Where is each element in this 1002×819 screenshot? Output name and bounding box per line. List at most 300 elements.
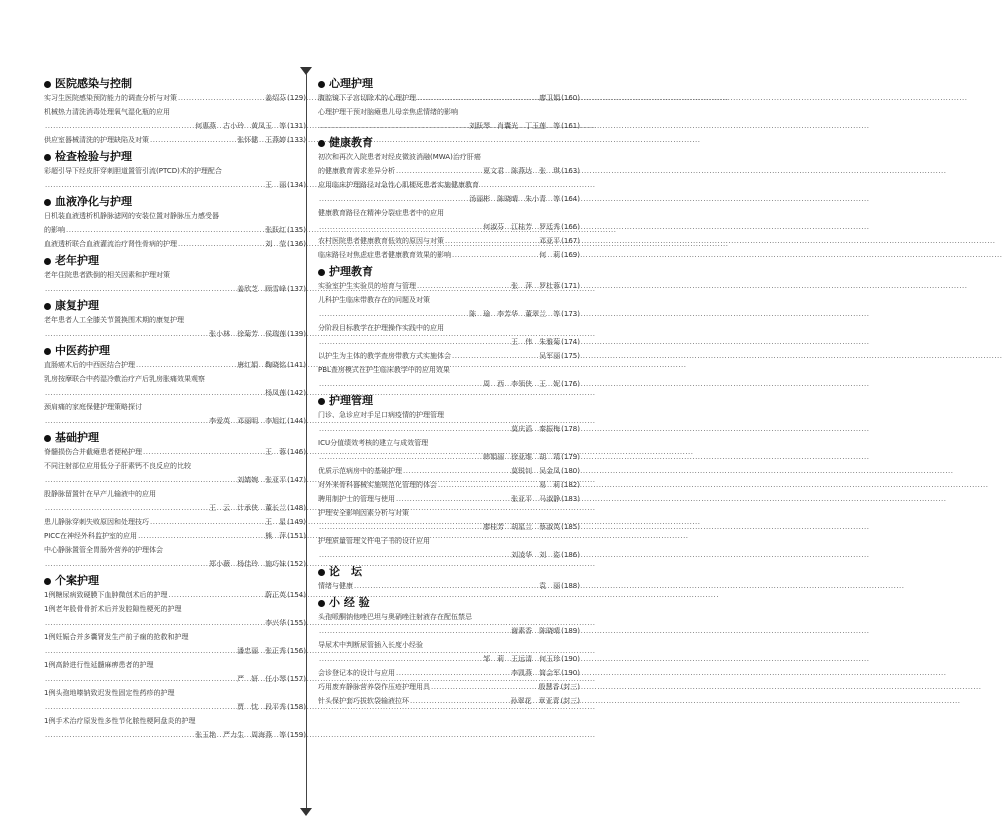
toc-entry-line — [318, 307, 580, 321]
leader-dots — [168, 588, 264, 602]
article-title: 护理质量管理文件电子书的设计应用 — [318, 537, 430, 545]
article-authors: 李兴华 — [265, 619, 287, 627]
toc-entry-line — [44, 630, 306, 644]
toc-entry-line — [44, 327, 306, 341]
toc-entry[interactable] — [318, 206, 580, 234]
article-title: 1例高龄进行性延髓麻痹患者的护理 — [44, 661, 154, 669]
toc-entry[interactable] — [44, 602, 306, 630]
toc-section — [318, 596, 580, 708]
section-heading-text: 检查检验与护理 — [55, 150, 132, 163]
bullet-icon — [44, 199, 51, 206]
article-authors: 何惠燕 古小玲 黄凤玉 等 — [195, 122, 287, 130]
toc-entry[interactable] — [44, 459, 306, 487]
page-number: (137) — [287, 285, 306, 293]
column-divider-arrow-bottom — [300, 808, 312, 816]
article-title: 日机装血液透析机静脉滤网的安装位置对静脉压力感受器 — [44, 212, 219, 220]
toc-entry[interactable] — [318, 150, 580, 178]
toc-entry-line — [44, 728, 306, 742]
toc-entry-line — [318, 652, 580, 666]
toc-entry[interactable] — [44, 133, 306, 147]
article-title: 头孢哌酮钠他唑巴坦与奥硝唑注射液存在配伍禁忌 — [318, 613, 472, 621]
article-authors: 蔚正英 — [265, 591, 287, 599]
leader-dots — [45, 178, 264, 192]
bullet-icon — [44, 348, 51, 355]
toc-entry[interactable] — [318, 478, 580, 492]
toc-entry-line — [318, 666, 580, 680]
toc-right-column — [318, 74, 580, 708]
article-title: ICU分值绩效考核的建立与成效管理 — [318, 439, 429, 447]
bullet-icon — [318, 140, 325, 147]
section-heading — [318, 596, 580, 610]
page-number: (136) — [287, 240, 306, 248]
toc-entry[interactable] — [44, 209, 306, 237]
toc-entry-line — [318, 520, 580, 534]
article-authors: 王 星 — [265, 518, 287, 526]
toc-entry[interactable] — [44, 105, 306, 133]
toc-entry-line — [318, 119, 580, 133]
section-heading — [44, 344, 306, 358]
article-authors: 张小林 徐菊芳 侯瑞莲 — [209, 330, 287, 338]
toc-section — [44, 77, 306, 147]
toc-entry-line — [318, 478, 580, 492]
leader-dots — [143, 445, 264, 459]
toc-entry[interactable] — [318, 464, 580, 478]
article-title: 1例糖尿病致硬膜下血肿微创术后的护理 — [44, 591, 168, 599]
toc-entry-line — [44, 209, 306, 223]
toc-entry[interactable] — [44, 515, 306, 529]
leader-dots — [354, 579, 538, 593]
toc-entry-line — [44, 268, 306, 282]
toc-entry-line — [318, 694, 580, 708]
article-authors: 严 妍 任小琴 — [237, 675, 287, 683]
toc-entry[interactable] — [318, 436, 580, 464]
toc-entry[interactable] — [44, 313, 306, 341]
article-authors: 潘忠丽 张正秀 — [237, 647, 287, 655]
toc-entry-line — [44, 414, 306, 428]
section-heading-text: 中医药护理 — [55, 344, 110, 357]
toc-entry-line — [318, 450, 580, 464]
toc-entry[interactable] — [44, 529, 306, 543]
leader-dots — [45, 700, 236, 714]
toc-entry[interactable] — [318, 91, 580, 105]
leader-dots — [45, 728, 194, 742]
leader-dots — [452, 349, 538, 363]
toc-entry[interactable] — [318, 506, 580, 534]
toc-section — [318, 394, 580, 562]
article-title: 农村医院患者健康教育低效的原因与对策 — [318, 237, 444, 245]
section-heading — [318, 565, 580, 579]
article-authors: 王 伟 朱雅菊 — [511, 338, 561, 346]
section-heading — [44, 431, 306, 445]
toc-entry[interactable] — [318, 105, 580, 133]
article-title: 1例头孢地嗪钠致迟发性固定性药疹的护理 — [44, 689, 175, 697]
leader-dots — [396, 492, 510, 506]
section-heading — [318, 394, 580, 408]
toc-entry[interactable] — [318, 694, 580, 708]
article-title: 针头保护套巧拔软袋输液拉环 — [318, 697, 409, 705]
page-number: (135) — [287, 226, 306, 234]
toc-entry[interactable] — [44, 658, 306, 686]
leader-dots — [431, 680, 538, 694]
toc-entry[interactable] — [44, 588, 306, 602]
bullet-icon — [318, 81, 325, 88]
leader-dots — [410, 694, 510, 708]
toc-entry-line — [318, 408, 580, 422]
page-number: (161) — [561, 122, 580, 130]
article-title: 分阶段目标教学在护理操作实践中的应用 — [318, 324, 444, 332]
page-number: (154) — [287, 591, 306, 599]
toc-entry[interactable] — [44, 164, 306, 192]
leader-dots — [150, 515, 264, 529]
section-heading — [44, 150, 306, 164]
toc-entry[interactable] — [44, 714, 306, 742]
section-heading — [44, 77, 306, 91]
toc-entry[interactable] — [318, 363, 580, 391]
article-title: 护理安全影响因素分析与对策 — [318, 509, 409, 517]
article-authors: 李爱英 邓丽明 李旭红 — [209, 417, 287, 425]
article-title: 老年住院患者跌倒的相关因素和护理对策 — [44, 271, 170, 279]
article-authors: 袁 丽 — [539, 582, 561, 590]
toc-entry-line — [318, 377, 580, 391]
section-heading — [44, 299, 306, 313]
page-number: (160) — [561, 94, 580, 102]
article-authors: 张怀健 王燕婷 — [237, 136, 287, 144]
toc-entry[interactable] — [318, 279, 580, 293]
section-heading-text: 健康教育 — [329, 136, 373, 149]
page-number: (185) — [561, 523, 580, 531]
toc-entry-line — [318, 680, 580, 694]
section-heading — [44, 254, 306, 268]
article-authors: 张玉艳 严力生 周海燕 等 — [195, 731, 287, 739]
article-title: 情绪与健康 — [318, 582, 353, 590]
section-heading — [44, 195, 306, 209]
toc-entry-line — [318, 492, 580, 506]
leader-dots — [417, 279, 510, 293]
section-heading — [318, 265, 580, 279]
toc-entry[interactable] — [318, 293, 580, 321]
toc-entry-line — [44, 672, 306, 686]
page-number: (封三) — [560, 683, 580, 691]
article-authors: 刘凌华 刘 姿 — [511, 551, 561, 559]
leader-dots — [319, 624, 510, 638]
article-authors: 吴军丽 — [539, 352, 561, 360]
leader-dots — [319, 192, 468, 206]
page-number: (163) — [561, 167, 580, 175]
article-title: 导尿术中判断尿管插入长度小经验 — [318, 641, 423, 649]
toc-entry[interactable] — [318, 321, 580, 349]
article-title: 健康教育路径在精神分裂症患者中的应用 — [318, 209, 444, 217]
article-title: 的健康教育需求差异分析 — [318, 167, 395, 175]
toc-entry-line — [318, 349, 580, 363]
toc-entry-line — [318, 234, 580, 248]
toc-entry-line — [44, 557, 306, 571]
leader-dots — [45, 414, 208, 428]
leader-dots — [396, 666, 510, 680]
bullet-icon — [318, 600, 325, 607]
article-title: 聘用制护士的管理与使用 — [318, 495, 395, 503]
leader-dots — [45, 616, 264, 630]
section-heading — [318, 136, 580, 150]
leader-dots — [319, 450, 482, 464]
toc-entry[interactable] — [318, 610, 580, 638]
toc-entry-line — [318, 579, 580, 593]
toc-entry-line — [318, 363, 580, 377]
article-title: 股静脉留置针在早产儿输液中的应用 — [44, 490, 156, 498]
article-authors: 姜欣芝 顾雪峰 — [237, 285, 287, 293]
toc-section — [44, 299, 306, 341]
bullet-icon — [318, 269, 325, 276]
page-number: (158) — [287, 703, 306, 711]
article-title: 以护生为主体的教学查房带教方式实施体会 — [318, 352, 451, 360]
toc-entry-line — [44, 700, 306, 714]
toc-entry-line — [44, 400, 306, 414]
leader-dots — [319, 220, 482, 234]
toc-entry[interactable] — [44, 237, 306, 251]
toc-entry-line — [44, 644, 306, 658]
toc-entry-line — [318, 422, 580, 436]
toc-entry-line — [44, 282, 306, 296]
article-authors: 贾 忱 段平秀 — [237, 703, 287, 711]
article-authors: 莫庆滔 秦振梅 — [511, 425, 561, 433]
toc-entry[interactable] — [318, 492, 580, 506]
article-authors: 何 莉 — [539, 251, 561, 259]
article-title: 直肠癌术后的中西医结合护理 — [44, 361, 135, 369]
toc-entry-line — [44, 714, 306, 728]
article-title: 初次和再次入院患者对经皮微波消融(MWA)治疗肝癌 — [318, 153, 481, 161]
page-number: (152) — [287, 560, 306, 568]
article-authors: 易 莉 — [539, 481, 561, 489]
page-number: (139) — [287, 330, 306, 338]
article-title: 应用临床护理路径对急性心肌梗死患者实施健康教育 — [318, 181, 479, 189]
toc-entry-line — [44, 372, 306, 386]
article-authors: 何淑芬 江桂芳 罗廷秀 — [483, 223, 561, 231]
article-title: 乳房按摩联合中药湿冷敷治疗产后乳房胀痛效果观察 — [44, 375, 205, 383]
page-number: (179) — [561, 453, 580, 461]
toc-entry[interactable] — [318, 666, 580, 680]
page-number: (144) — [287, 417, 306, 425]
toc-entry[interactable] — [318, 248, 580, 262]
leader-dots — [319, 307, 468, 321]
page-number: (133) — [287, 136, 306, 144]
page-number: (131) — [287, 122, 306, 130]
leader-dots — [178, 91, 264, 105]
toc-entry[interactable] — [44, 686, 306, 714]
toc-entry-line — [318, 206, 580, 220]
leader-dots — [150, 133, 236, 147]
toc-entry-line — [44, 487, 306, 501]
toc-entry[interactable] — [44, 358, 306, 372]
article-title: 血液透析联合血液灌流治疗肾性骨病的护理 — [44, 240, 177, 248]
page-number: (142) — [287, 389, 306, 397]
article-title: 1例妊娠合并多囊肾发生产前子痫的抢救和护理 — [44, 633, 189, 641]
toc-entry-line — [44, 658, 306, 672]
toc-entry-line — [318, 335, 580, 349]
article-title: 腹腔镜下子宫切除术的心理护理 — [318, 94, 416, 102]
toc-entry-line — [44, 602, 306, 616]
article-authors: 王 丽 — [265, 181, 287, 189]
page-number: (186) — [561, 551, 580, 559]
leader-dots — [45, 473, 236, 487]
article-authors: 王 蓉 — [265, 448, 287, 456]
article-title: 患儿静脉穿刺失败原因和处理技巧 — [44, 518, 149, 526]
article-title: 儿科护生临床带教存在的问题及对策 — [318, 296, 430, 304]
page-number: (169) — [561, 251, 580, 259]
toc-entry-line — [44, 543, 306, 557]
toc-entry[interactable] — [318, 534, 580, 562]
article-authors: 夏文君 陈燕达 张 琪 — [483, 167, 561, 175]
leader-dots — [45, 501, 208, 515]
toc-entry-line — [44, 237, 306, 251]
article-title: 彩超引导下经皮肝穿刺胆道置管引流(PTCD)术的护理配合 — [44, 167, 222, 175]
toc-entry-line — [318, 610, 580, 624]
page-number: (182) — [561, 481, 580, 489]
page-number: (155) — [287, 619, 306, 627]
toc-entry-line — [44, 686, 306, 700]
leader-dots — [45, 327, 208, 341]
toc-entry[interactable] — [318, 408, 580, 436]
page-number: (166) — [561, 223, 580, 231]
section-heading-text: 血液净化与护理 — [55, 195, 132, 208]
toc-entry[interactable] — [44, 268, 306, 296]
article-authors: 廖卫娟 — [539, 94, 561, 102]
page-number: (190) — [561, 655, 580, 663]
leader-dots — [319, 548, 510, 562]
toc-entry-line — [318, 164, 580, 178]
article-title: 心理护理干预对脑瘫患儿母亲焦虑情绪的影响 — [318, 108, 458, 116]
toc-section — [318, 565, 580, 593]
toc-entry-line — [318, 436, 580, 450]
article-authors: 陈 瑜 李芳华 董翠兰 等 — [469, 310, 561, 318]
toc-entry[interactable] — [44, 445, 306, 459]
bullet-icon — [318, 398, 325, 405]
toc-entry[interactable] — [318, 234, 580, 248]
article-authors: 郑小薇 杨佳玲 施巧妹 — [209, 560, 287, 568]
leader-dots — [45, 557, 208, 571]
leader-dots — [417, 91, 538, 105]
page-number: (171) — [561, 282, 580, 290]
article-title: 机械热力清洗消毒处理氧气湿化瓶的应用 — [44, 108, 170, 116]
bullet-icon — [44, 435, 51, 442]
toc-section — [44, 574, 306, 742]
article-authors: 杨凤莲 — [265, 389, 287, 397]
toc-entry-line — [44, 473, 306, 487]
article-authors: 刘婧婉 张亚平 — [237, 476, 287, 484]
toc-entry-line — [318, 506, 580, 520]
article-authors: 刘 莹 — [265, 240, 287, 248]
toc-entry-line — [44, 501, 306, 515]
toc-entry[interactable] — [44, 630, 306, 658]
article-authors: 唐红娟 鞠晓铭 — [237, 361, 287, 369]
leader-dots — [445, 234, 538, 248]
page-number: (151) — [287, 532, 306, 540]
bullet-icon — [44, 303, 51, 310]
toc-entry[interactable] — [318, 638, 580, 666]
section-heading-text: 医院感染与控制 — [55, 77, 132, 90]
page-number: (188) — [561, 582, 580, 590]
toc-entry[interactable] — [44, 400, 306, 428]
toc-entry-line — [44, 529, 306, 543]
article-authors: 莫锐钊 吴金凤 — [511, 467, 561, 475]
leader-dots — [319, 335, 510, 349]
article-title: 供应室器械清洗的护理缺陷及对策 — [44, 136, 149, 144]
article-authors: 邹 莉 王远清 何玉珍 — [483, 655, 561, 663]
article-title: 临床路径对焦虑症患者健康教育效果的影响 — [318, 251, 451, 259]
toc-entry-line — [318, 105, 580, 119]
article-authors: 周 西 李领侠 王 妮 — [483, 380, 561, 388]
toc-entry-line — [318, 638, 580, 652]
toc-section — [318, 136, 580, 262]
leader-dots — [45, 119, 194, 133]
toc-entry-line — [44, 386, 306, 400]
article-title: 优质示范病房中的基础护理 — [318, 467, 402, 475]
section-heading-text: 老年护理 — [55, 254, 99, 267]
article-authors: 汤丽彬 陈晓晴 朱小青 等 — [469, 195, 561, 203]
toc-entry-line — [44, 223, 306, 237]
toc-entry-line — [318, 248, 580, 262]
toc-entry-line — [44, 588, 306, 602]
article-title: 会诊登记本的设计与应用 — [318, 669, 395, 677]
article-title: PICC在神经外科监护室的应用 — [44, 532, 138, 540]
article-authors: 王 云 计承侠 董长兰 — [209, 504, 287, 512]
leader-dots — [438, 478, 538, 492]
page-number: (129) — [287, 94, 306, 102]
toc-entry[interactable] — [44, 487, 306, 515]
toc-entry[interactable] — [44, 91, 306, 105]
page-number: (149) — [287, 518, 306, 526]
toc-section — [44, 254, 306, 296]
toc-entry[interactable] — [318, 178, 580, 206]
toc-entry[interactable] — [318, 680, 580, 694]
toc-entry-line — [44, 105, 306, 119]
article-authors: 张 萍 罗杜蓉 — [511, 282, 561, 290]
toc-entry-line — [44, 178, 306, 192]
section-heading — [318, 77, 580, 91]
leader-dots — [66, 223, 264, 237]
page-number: (167) — [561, 237, 580, 245]
leader-dots — [396, 164, 482, 178]
toc-entry[interactable] — [318, 349, 580, 363]
toc-entry-line — [318, 293, 580, 307]
section-heading-text: 护理管理 — [329, 394, 373, 407]
section-heading-text: 护理教育 — [329, 265, 373, 278]
page-number: (173) — [561, 310, 580, 318]
page-number: (146) — [287, 448, 306, 456]
article-title: 1例手术治疗原发性多性节化脓性梗阿盘炎的护理 — [44, 717, 196, 725]
toc-entry-line — [44, 459, 306, 473]
leader-dots — [45, 644, 236, 658]
toc-section — [44, 150, 306, 192]
article-title: 对外来骨科器械实施规范化管理的体会 — [318, 481, 437, 489]
leader-dots — [319, 422, 510, 436]
section-heading — [44, 574, 306, 588]
article-authors: 刘跃琴 肖囊光 丁玉莲 等 — [469, 122, 561, 130]
leader-dots — [138, 529, 264, 543]
article-title: 中心静脉置管全胃肠外营养的护理体会 — [44, 546, 163, 554]
toc-entry[interactable] — [44, 543, 306, 571]
bullet-icon — [44, 81, 51, 88]
section-heading-text: 个案护理 — [55, 574, 99, 587]
leader-dots — [452, 248, 538, 262]
toc-entry[interactable] — [44, 372, 306, 400]
toc-entry[interactable] — [318, 579, 580, 593]
toc-entry-line — [318, 321, 580, 335]
page-number: (156) — [287, 647, 306, 655]
article-authors: 张跃红 — [265, 226, 287, 234]
leader-dots — [45, 282, 236, 296]
page-number: (封三) — [560, 697, 580, 705]
section-heading-text: 论 坛 — [329, 565, 362, 578]
article-authors: 孙翠花 章亚青 — [510, 697, 560, 705]
